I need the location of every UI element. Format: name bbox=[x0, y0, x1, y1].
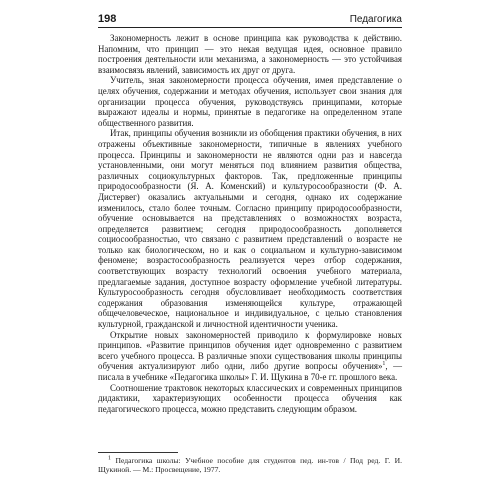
quote-attribution: , — писала в учебнике «Педагогика школы» Г. И. Щукина в 70-е гг. прошлого века. bbox=[98, 361, 402, 382]
body-text bbox=[98, 33, 402, 414]
running-header bbox=[98, 12, 402, 25]
paragraph: Соотношение трактовок некоторых классических и современных принципов дидактики, характеризующих особенности процесса обучения как педагогического процесса, можно представить следующим образом. bbox=[98, 382, 402, 414]
footnote-text: Педагогика школы: Учебное пособие для студентов пед. ин-тов / Под ред. Г. И. Щукиной. — М.: Просвещение, 1977. bbox=[98, 456, 402, 475]
section-title: Педагогика bbox=[349, 14, 402, 25]
footnote-ref[interactable]: 1 bbox=[382, 361, 386, 368]
paragraph: Учитель, зная закономерности процесса обучения, имея представление о целях обучения, содержании и методах обучения, использует свои знания для организации процесса обучения, руководствуясь принципами, которые выражают идеалы и нормы, принятые в педагогике на определенном этапе общественного развития. bbox=[98, 75, 402, 128]
header-rule bbox=[98, 27, 402, 28]
page-number: 198 bbox=[98, 13, 117, 25]
paragraph-with-quote bbox=[98, 330, 402, 383]
footnote bbox=[98, 456, 402, 475]
quote-text: Открытие новых закономерностей приводило к формулировке новых принципов. «Развитие принципов обучения идет одновременно с развитием всего учебного процесса. В различные эпохи существования школы принципы обучения актуализируют либо одни, либо другие вопросы обучения» bbox=[98, 329, 402, 372]
paragraph: Закономерность лежит в основе принципа как руководства к действию. Напомним, что принцип — это некая ведущая идея, основное правило построения деятельности или механизма, а закономерность — это устойчивая взаимосвязь явлений, зависимость их друг от друга. bbox=[98, 33, 402, 75]
paragraph: Итак, принципы обучения возникли из обобщения практики обучения, в них отражены объективные закономерности, типичные в явлениях учебного процесса. Принципы и закономерности не являются одни раз и навсегда установленными, они могут меняться под влиянием развития общества, различных социокультурных факторов. Так, предложенные принципы природосообразности (Я. А. Коменский) и культуросообразности (Ф. А. Дистервег) оказались актуальными и сегодня, однако их содержание изменилось, стало более точным. Согласно принципу природосообразности, обучение основывается на представлениях о возможностях возраста, определяется развитием; сегодня природосообразность дополняется социосообразностью, что связано с развитием представлений о возрасте не только как биологическом, но и как о социальном и культурно-зависимом феномене; возрастосообразность реализуется через отбор содержания, соответствующих возрасту технологий освоения учебного материала, предлагаемые задания, доступное возрасту оформление учебной литературы. Культуросообразность сегодня обусловливает необходимость соответствия содержания образования изменяющейся культуре, отражающей общечеловеческое, национальное и индивидуальное, с целью становления культурной, гражданской и личностной идентичности ученика. bbox=[98, 128, 402, 330]
footnote-rule bbox=[98, 452, 178, 453]
footnote-marker: 1 bbox=[108, 455, 111, 462]
